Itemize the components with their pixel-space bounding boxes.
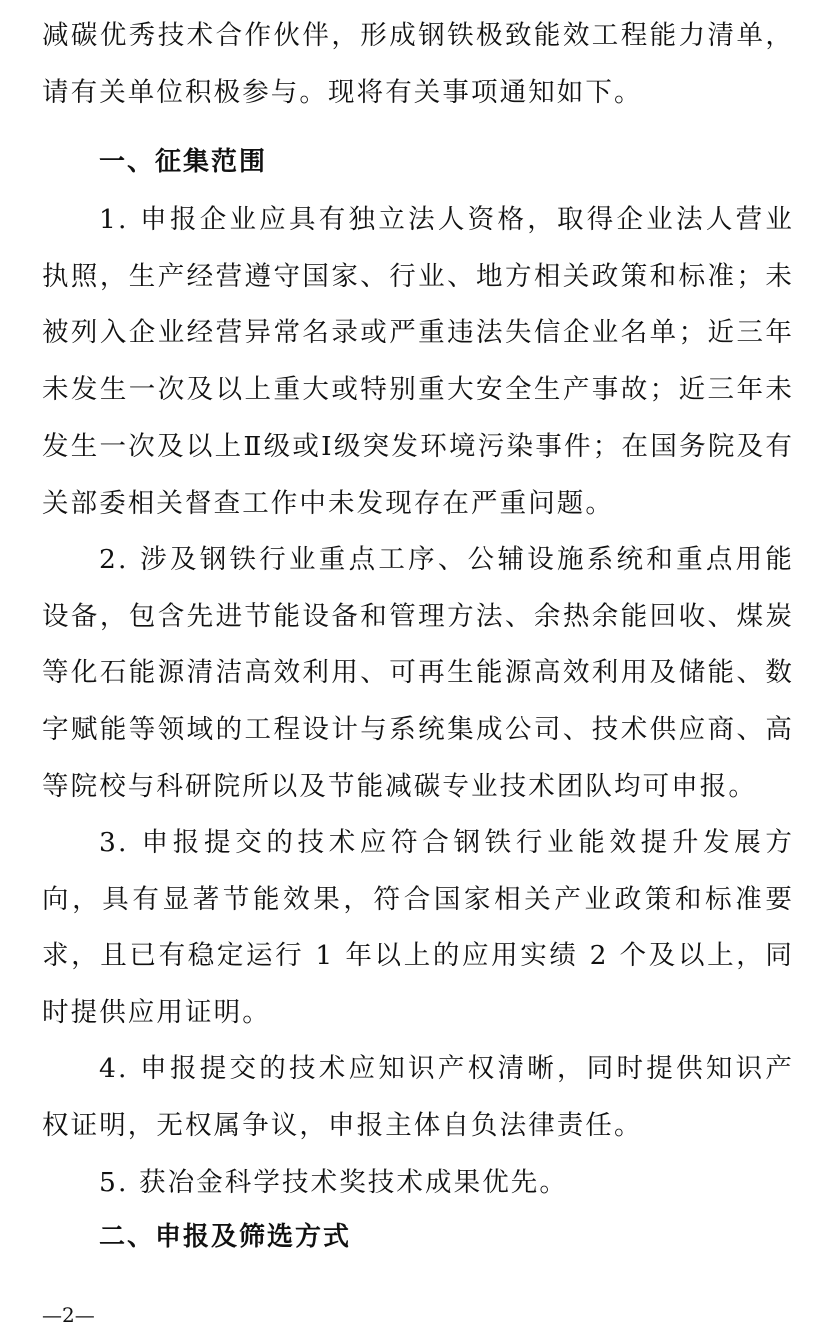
scope-item-3: 3. 申报提交的技术应符合钢铁行业能效提升发展方向，具有显著节能效果，符合国家相关产业政策和标准要求，且已有稳定运行 1 年以上的应用实绩 2 个及以上，同时提供应用证明。: [42, 827, 794, 1029]
intro-paragraph: 减碳优秀技术合作伙伴，形成钢铁极致能效工程能力清单，请有关单位积极参与。现将有关事项通知如下。: [42, 20, 794, 108]
scope-item-4: 4. 申报提交的技术应知识产权清晰，同时提供知识产权证明，无权属争议，申报主体自负法律责任。: [42, 1053, 794, 1141]
scope-item-1: 1. 申报企业应具有独立法人资格，取得企业法人营业执照，生产经营遵守国家、行业、地方相关政策和标准；未被列入企业经营异常名录或严重违法失信企业名单；近三年未发生一次及以上重大或特别重大安全生产事故；近三年未发生一次及以上Ⅱ级或Ⅰ级突发环境污染事件；在国务院及有关部委相关督查工作中未发现存在严重问题。: [42, 204, 794, 519]
section-heading-scope: 一、征集范围: [99, 147, 268, 177]
page-number: —2—: [42, 1303, 95, 1327]
scope-item-5: 5. 获冶金科学技术奖技术成果优先。: [99, 1167, 569, 1198]
section-heading-method: 二、申报及筛选方式: [99, 1222, 352, 1252]
scope-item-2: 2. 涉及钢铁行业重点工序、公辅设施系统和重点用能设备，包含先进节能设备和管理方法、余热余能回收、煤炭等化石能源清洁高效利用、可再生能源高效利用及储能、数字赋能等领域的工程设计与系统集成公司、技术供应商、高等院校与科研院所以及节能减碳专业技术团队均可申报。: [42, 544, 794, 802]
